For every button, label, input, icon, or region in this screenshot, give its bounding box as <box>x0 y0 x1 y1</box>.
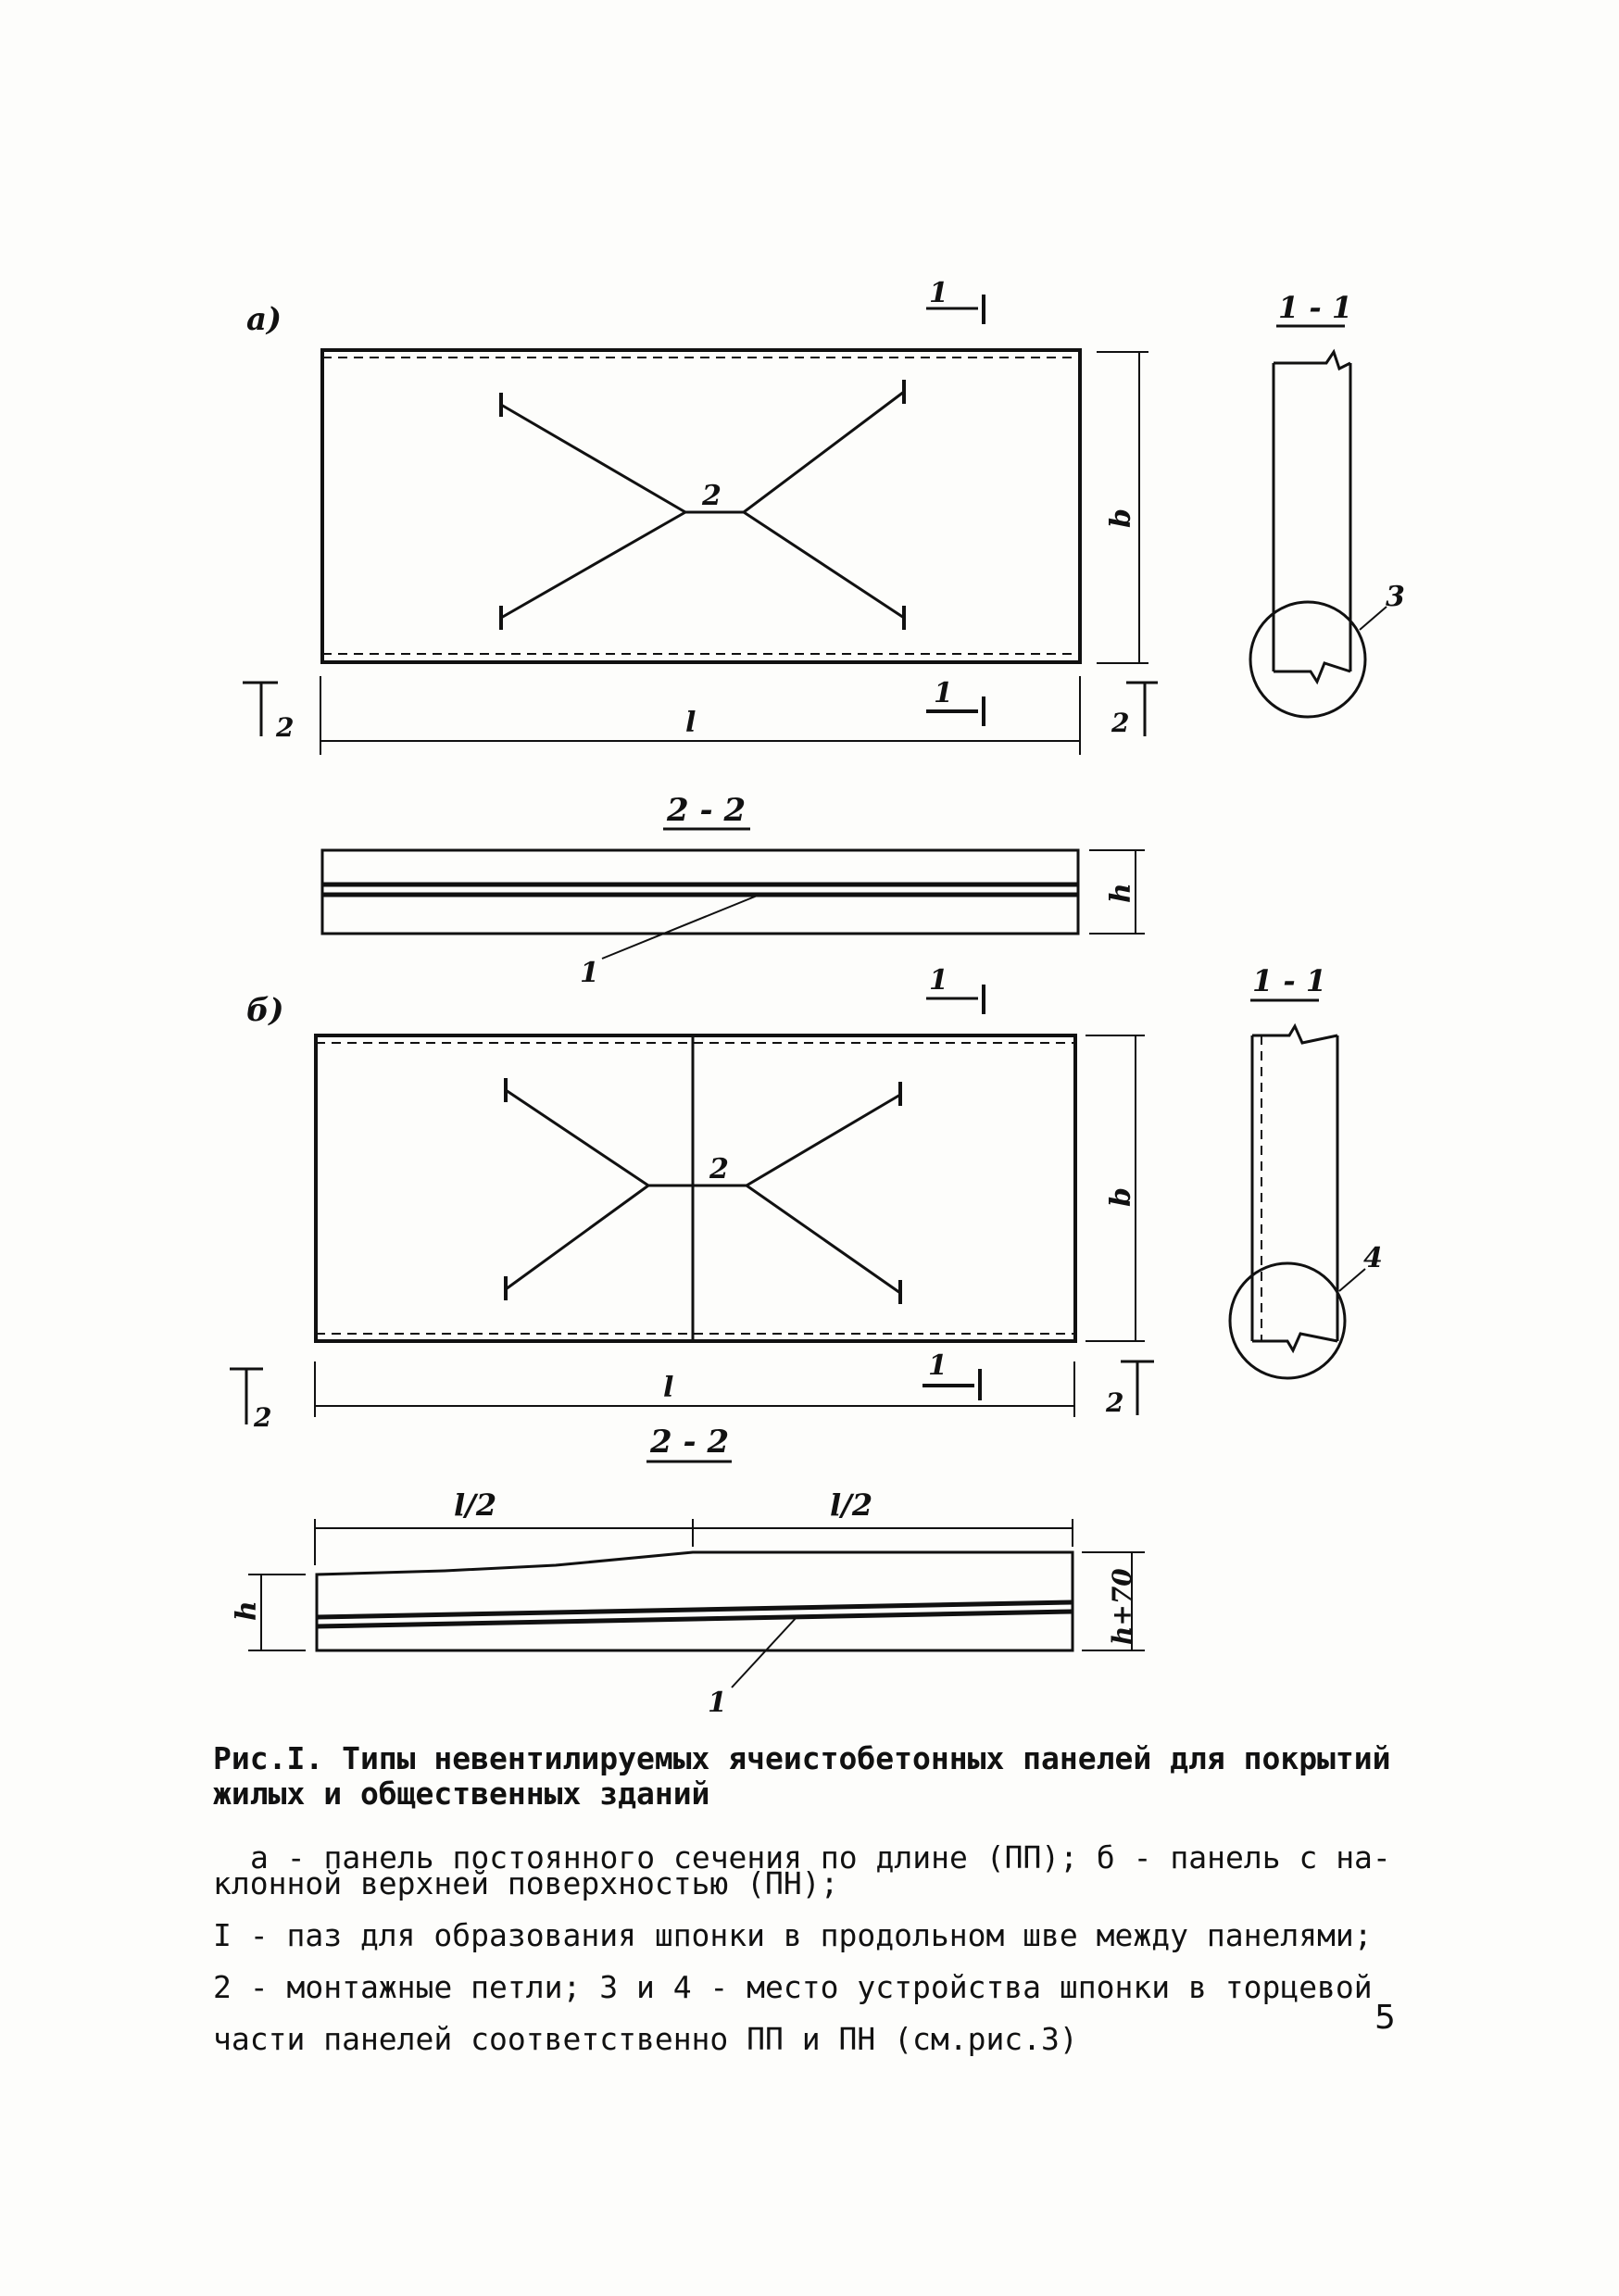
detail-leader-4 <box>1339 1269 1365 1291</box>
panel-b-plan-outline <box>316 1035 1075 1341</box>
panel-a-section-2-right: 2 <box>1111 708 1130 738</box>
panel-a-section-2-left: 2 <box>276 712 295 743</box>
page-number: 5 <box>1374 1999 1396 2037</box>
panel-a-section-mark-bottom: 1 <box>934 677 953 709</box>
groove-leader <box>602 895 759 959</box>
panel-a-section-mark-top: 1 <box>929 277 948 309</box>
caption-legend-line: клонной верхней поверхностью (ПН); <box>213 1865 839 1901</box>
caption-title-line: Рис.I. Типы невентилируемых ячеистобетонных панелей для покрытий <box>213 1740 1391 1776</box>
caption-legend-line: части панелей соответственно ПП и ПН (см.рис.3) <box>213 2021 1078 2057</box>
panel-a-section-11 <box>1274 352 1350 682</box>
panel-b-half-left: l/2 <box>454 1487 497 1523</box>
panel-b-half-right: l/2 <box>830 1487 873 1523</box>
panel-b-section-mark-top: 1 <box>929 964 948 997</box>
panel-b-groove-label: 1 <box>708 1687 727 1719</box>
panel-a-section-22-title: 2 - 2 <box>667 792 747 829</box>
panel-b-loop-label: 2 <box>709 1153 729 1186</box>
panel-b-section-22-title: 2 - 2 <box>650 1424 730 1461</box>
panel-b-dim-h-plus: h+70 <box>1107 1568 1137 1645</box>
panel-b-section-11-title: 1 - 1 <box>1252 963 1327 998</box>
detail-circle-3 <box>1250 602 1365 717</box>
panel-b <box>230 963 1383 1719</box>
panel-a-section-11-title: 1 - 1 <box>1278 290 1353 325</box>
panel-b-label: б) <box>246 992 284 1029</box>
panel-b-section-22 <box>317 1552 1073 1650</box>
figure-caption-legend-cont <box>213 1839 1399 2078</box>
panel-a-label: а) <box>246 301 282 338</box>
panel-a-dim-h: h <box>1105 883 1137 903</box>
panel-b-dim-b: b <box>1105 1187 1137 1207</box>
detail-circle-4 <box>1230 1263 1345 1378</box>
caption-title-line: жилых и общественных зданий <box>213 1775 710 1812</box>
panel-b-lifting-loops <box>506 1090 900 1293</box>
panel-a-section-22 <box>322 850 1078 934</box>
panel-a-groove-label: 1 <box>580 957 599 989</box>
panel-b-section-2-left: 2 <box>254 1402 272 1433</box>
panel-a-dim-b: b <box>1105 508 1137 528</box>
detail-leader-3 <box>1360 607 1387 630</box>
panel-b-section-11 <box>1252 1026 1337 1350</box>
panel-b-section-mark-bottom: 1 <box>928 1349 948 1382</box>
panel-a-loop-label: 2 <box>702 480 722 512</box>
caption-legend-line: I - паз для образования шпонки в продольном шве между панелями; <box>213 1917 1373 1953</box>
panel-a <box>243 277 1405 989</box>
panel-b-section-2-right: 2 <box>1106 1387 1124 1418</box>
panel-b-dim-l: l <box>663 1372 674 1404</box>
caption-legend-line: 2 - монтажные петли; 3 и 4 - место устройства шпонки в торцевой <box>213 1969 1373 2005</box>
panel-b-detail-label: 4 <box>1363 1242 1383 1274</box>
caption-legend-line: а - панель постоянного сечения по длине (ПП); б - панель с на- <box>250 1839 1391 1876</box>
figure-caption-title <box>213 1741 1399 1812</box>
panel-a-plan-outline <box>322 350 1080 662</box>
panel-b-dim-h: h <box>231 1600 263 1621</box>
panel-a-detail-label: 3 <box>1386 581 1405 613</box>
panel-a-dim-l: l <box>685 707 697 739</box>
